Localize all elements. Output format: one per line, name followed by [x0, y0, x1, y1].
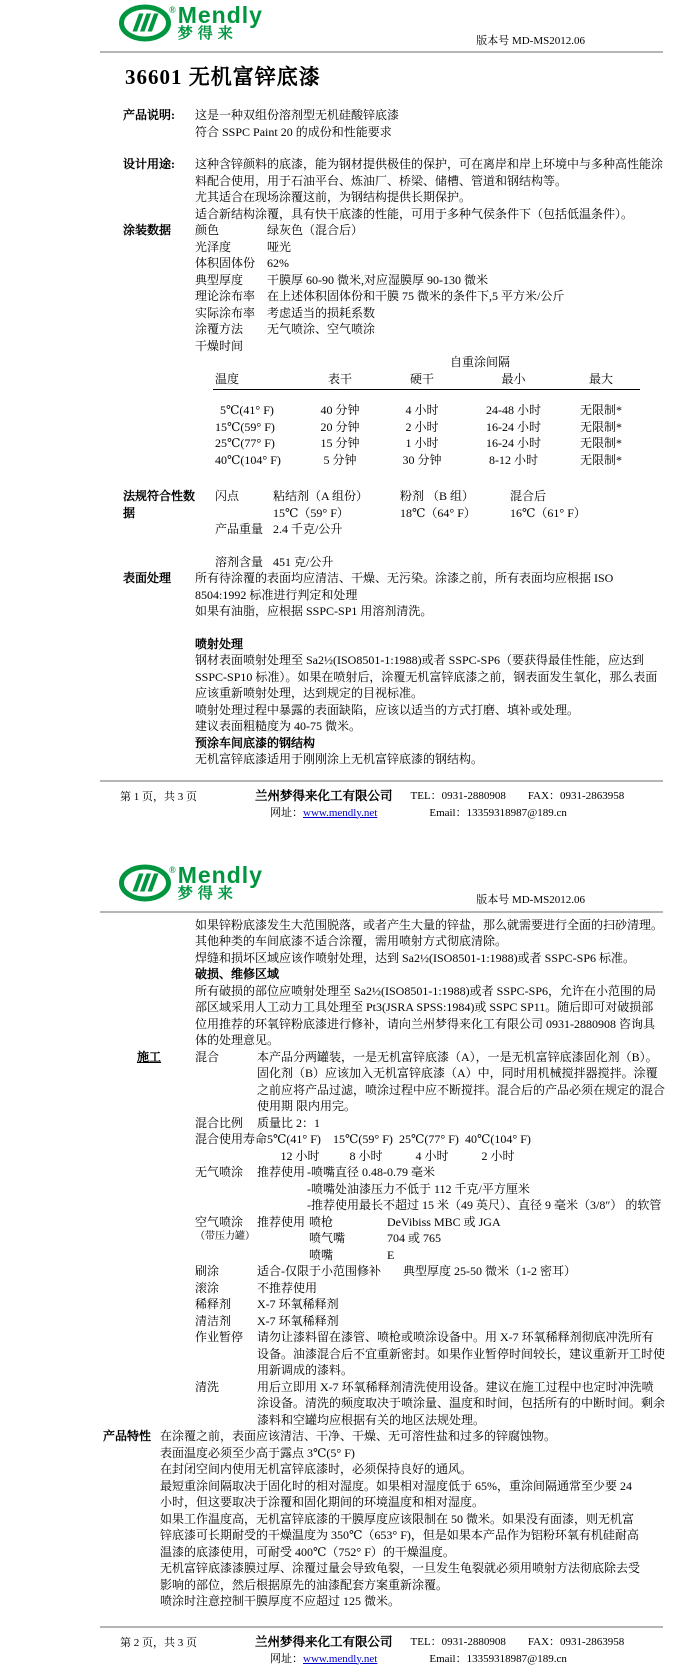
- website-link[interactable]: www.mendly.net: [303, 1652, 378, 1665]
- design-use-label: 设计用途:: [123, 157, 175, 171]
- product-desc-line2: 符合 SSPC Paint 20 的成份和性能要求: [195, 124, 392, 139]
- mixing-row: 混合 本产品分两罐装，一是无机富锌底漆（A），一是无机富锌底漆固化剂（B）。固化剂（B）应该加入无机富锌底漆（A）中，同时用机械搅拌器搅拌。涂覆之前应将产品过滤，喷涂过程中应不断搅拌。混合后的产品必须在规定的混合使用期 限内用完。: [195, 1049, 666, 1113]
- intro-para: 焊缝和损坏区域应该作喷射处理，达到 Sa2½(ISO8501-1:1988)或者 SSPC-SP6 标准。: [195, 950, 636, 965]
- page2-header: [0, 860, 687, 911]
- email-address: Email：13359318987@189.cn: [429, 1652, 567, 1665]
- feature-para: 如果工作温度高，无机富锌底漆的干膜厚度应该限制在 50 微米。如果没有面漆，则无机富锌底漆可长期耐受的干燥温度为 350℃（653° F)，但是如果本产品作为铝粉环氧有机硅耐高温漆的底漆使用，可耐受 400℃（752° F）的干燥温度。: [160, 1511, 639, 1559]
- page-title: 36601 无机富锌底漆: [125, 65, 321, 89]
- blast-para: 钢材表面喷射处理至 Sa2½(ISO8501-1:1988)或者 SSPC-SP6（要获得最佳性能，应达到 SSPC-SP10 标准）。如果在喷射后，涂覆无机富锌底漆之前，钢表面发生氧化，那么表面应该重新喷射处理，达到规定的目视标准。: [195, 653, 658, 700]
- version-label: 版本号 MD-MS2012.06: [476, 34, 585, 47]
- surface-prep-para: 所有待涂覆的表面均应清洁、干燥、无污染。涂漆之前，所有表面均应根据 ISO 8504:1992 标准进行判定和处理: [195, 571, 614, 602]
- email-address: Email：13359318987@189.cn: [429, 806, 567, 819]
- feature-para: 在涂覆之前，表面应该清洁、干净、干燥、无可溶性盐和过多的锌腐蚀物。: [160, 1429, 557, 1443]
- nozzle-row: 喷嘴 E: [309, 1247, 395, 1262]
- shop-primer-para: 无机富锌底漆适用于刚刚涂上无机富锌底漆的钢结构。: [195, 752, 484, 766]
- air-spray-label: 空气喷涂: [195, 1214, 244, 1229]
- coating-row: 颜色 绿灰色（混合后）: [195, 223, 364, 237]
- airless-spray-row: 无气喷涂 推荐使用 -喷嘴直径 0.48-0.79 毫米 -喷嘴处油漆压力不低于 112 千克/平方厘米 -推荐使用最长不超过 15 米（49 英尺）、直径 9 毫米（3/8″） 的软管: [195, 1165, 662, 1212]
- roller-row: 滚涂 不推荐使用: [195, 1280, 318, 1295]
- tel-number: TEL：0931-2880908: [410, 789, 506, 802]
- website-link[interactable]: www.mendly.net: [303, 806, 378, 819]
- pot-life-row: 混合使用寿命 5℃(41° F) 15℃(59° F) 25℃(77° F) 40℃(104° F) 12 小时 8 小时 4 小时 2 小时: [195, 1131, 665, 1164]
- cleaning-row: 清洗 用后立即用 X-7 环氧稀释剂清洗使用设备。建议在施工过程中也定时冲洗喷涂设备。清洗的频度取决于喷涂量、温度和时间，包括所有的中断时间。剩余漆料和空罐均应根据有关的地区法规处理。: [195, 1379, 666, 1427]
- coating-row: 干燥时间: [195, 338, 244, 353]
- brush-row: 刷涂 适合-仅限于小范围修补 典型厚度 25-50 微米（1-2 密耳）: [195, 1264, 576, 1278]
- surface-prep-para: 如果有油脂，应根据 SSPC-SP1 用溶剂清洗。: [195, 604, 433, 618]
- damage-repair-heading: 破损、维修区域: [195, 967, 280, 981]
- page-number: 第 2 页，共 3 页: [120, 1636, 197, 1649]
- brand-name-cn: 梦得来: [177, 26, 238, 42]
- work-pause-row: 作业暂停 请勿让漆料留在漆管、喷枪或喷涂设备中。用 X-7 环氧稀释剂彻底冲洗所有设备。油漆混合后不宜重新密封。如果作业暂停时间较长，建议重新开工时使用新调成的漆料。: [195, 1330, 666, 1377]
- product-desc-line1: 这是一种双组份溶剂型无机硅酸锌底漆: [195, 108, 400, 122]
- design-use-para: 尤其适合在现场涂覆这前，为钢结构提供长期保护。: [195, 190, 472, 204]
- airless-item: -喷嘴处油漆压力不低于 112 千克/平方厘米: [307, 1181, 530, 1196]
- company-name: 兰州梦得来化工有限公司: [255, 1634, 393, 1649]
- flash-point-label: 闪点: [215, 489, 240, 503]
- overcoat-interval-header: 自重涂间隔: [450, 355, 511, 369]
- mendly-logo-icon: [119, 864, 173, 902]
- product-weight-row: 产品重量 2.4 千克/公升: [215, 522, 343, 536]
- recommend-label: 推荐使用: [257, 1214, 306, 1229]
- drying-table-row: 15℃(59° F) 20 分钟 2 小时 16-24 小时 无限制*: [215, 419, 622, 434]
- brand-wordmark: [177, 861, 263, 902]
- coating-row: 体积固体份 62%: [195, 256, 289, 270]
- coating-row: 实际涂布率 考虑适当的损耗系数: [195, 305, 376, 320]
- drying-table-row: 25℃(77° F) 15 分钟 1 小时 16-24 小时 无限制*: [215, 436, 622, 450]
- fax-number: FAX：0931-2863958: [527, 789, 625, 802]
- surface-prep-label: 表面处理: [123, 571, 172, 585]
- air-nozzle-row: 喷气嘴 704 或 765: [309, 1231, 442, 1245]
- page-1: [0, 0, 687, 822]
- coating-row: 理论涂布率 在上述体积固体份和干膜 75 微米的条件下,5 平方米/公斤: [195, 289, 565, 303]
- flash-point-header-row: 闪点 粘结剂（A 组份） 粉剂 （B 组） 混合后: [215, 489, 547, 503]
- registered-mark: ®: [169, 864, 176, 875]
- footer-rule: [100, 1626, 663, 1628]
- feature-para: 最短重涂间隔取决于固化时的相对湿度。如果相对湿度低于 65%，重涂间隔通常至少要 24 小时，但这要取决于涂覆和固化期间的环境温度和相对湿度。: [160, 1478, 632, 1509]
- section-regulatory: [0, 488, 665, 570]
- thinner-row: 稀释剂 X-7 环氧稀释剂: [195, 1297, 339, 1311]
- airless-item: -喷嘴直径 0.48-0.79 毫米: [307, 1165, 435, 1179]
- blast-para: 建议表面粗糙度为 40-75 微米。: [195, 719, 361, 733]
- features-label: 产品特性: [103, 1429, 152, 1443]
- section-features: [0, 1428, 665, 1610]
- company-name: 兰州梦得来化工有限公司: [255, 788, 393, 803]
- pressure-pot-note: （带压力罐）: [195, 1231, 255, 1242]
- drying-table-row: 5℃(41° F) 40 分钟 4 小时 24-48 小时 无限制*: [220, 403, 622, 417]
- page-number: 第 1 页，共 3 页: [120, 790, 197, 803]
- solvent-content-row: 溶剂含量 451 克/公升: [215, 554, 334, 569]
- shop-primer-heading: 预涂车间底漆的钢结构: [195, 735, 316, 750]
- coating-row: 典型厚度 干膜厚 60-90 微米,对应湿膜厚 90-130 微米: [195, 272, 488, 287]
- feature-para: 在封闭空间内使用无机富锌底漆时，必须保持良好的通风。: [160, 1462, 473, 1476]
- page-2: [0, 860, 687, 1668]
- mendly-logo: [119, 4, 263, 42]
- design-use-para: 这种含锌颜料的底漆，能为钢材提供极佳的保护，可在离岸和岸上环境中与多种高性能涂料配合使用，用于石油平台、炼油厂、桥梁、储槽、管道和钢结构等。: [195, 157, 664, 188]
- construction-label: 施工: [137, 1049, 162, 1064]
- pot-life-temps: 5℃(41° F) 15℃(59° F) 25℃(77° F) 40℃(104° F): [267, 1132, 531, 1146]
- coating-row: 涂覆方法 无气喷涂、空气喷涂: [195, 322, 376, 336]
- brand-name-en: Mendly: [177, 2, 263, 28]
- page2-footer: [120, 1634, 663, 1668]
- section-coating-data: [0, 222, 665, 468]
- footer-rule: [100, 780, 663, 782]
- section-surface-prep: [0, 570, 665, 768]
- mendly-logo-icon: [119, 4, 173, 42]
- feature-para: 无机富锌底漆漆膜过厚、涂覆过量会导致龟裂，一旦发生龟裂就必须用喷射方法彻底除去受影响的部位，然后根据原先的油漆配套方案重新涂覆。: [160, 1561, 641, 1592]
- recommend-label: 推荐使用: [257, 1165, 306, 1179]
- brand-name-en: Mendly: [177, 861, 263, 888]
- pot-life-hours: 12 小时 8 小时 4 小时 2 小时: [280, 1148, 515, 1163]
- intro-para: 如果锌粉底漆发生大范围脱落，或者产生大量的锌盐，那么就需要进行全面的扫砂清理。: [195, 917, 664, 932]
- damage-repair-para: 所有破损的部位应喷射处理至 Sa2½(ISO8501-1:1988)或者 SSPC-SP6，允许在小范围的局部区域采用人工动力工具处理至 Pt3(JSRA SPSS:1984)或 SSPC SP11。随后即可对破损部位用推荐的环氧锌粉底漆进行修补，请向兰州梦得来化工有限公司 0931-2880908 咨询具体的处理意见。: [195, 983, 657, 1047]
- drying-table-row: 40℃(104° F) 5 分钟 30 分钟 8-12 小时 无限制*: [215, 452, 622, 467]
- blast-heading: 喷射处理: [195, 636, 244, 651]
- intro-para: 其他种类的车间底漆不适合涂覆，需用喷射方式彻底清除。: [195, 934, 508, 948]
- fax-number: FAX：0931-2863958: [527, 1635, 625, 1648]
- version-label: 版本号 MD-MS2012.06: [476, 894, 585, 906]
- mix-ratio-row: 混合比例 质量比 2：1: [195, 1115, 321, 1130]
- regulatory-label: 法规符合性数据: [123, 489, 196, 520]
- spray-gun-row: 喷枪 DeVibiss MBC 或 JGA: [309, 1214, 501, 1229]
- website-label: 网址：: [270, 1652, 303, 1665]
- air-spray-row: [195, 1214, 665, 1264]
- website-label: 网址：: [270, 806, 303, 819]
- page1-header: [0, 0, 687, 51]
- feature-para: 表面温度必须至少高于露点 3℃(5° F): [160, 1445, 355, 1460]
- drying-time-table: [213, 354, 640, 468]
- coating-row: 光泽度 哑光: [195, 239, 292, 254]
- design-use-para: 适合新结构涂覆，具有快干底漆的性能，可用于多种气侯条件下（包括低温条件）。: [195, 206, 634, 221]
- section-construction: [0, 1049, 665, 1429]
- brand-wordmark: [178, 4, 263, 42]
- cleaner-row: 清洁剂 X-7 环氧稀释剂: [195, 1313, 339, 1328]
- section-design-use: [0, 156, 665, 222]
- drying-table-header-row: 温度 表干 硬干 最小 最大: [213, 371, 640, 391]
- feature-para: 喷涂时注意控制干膜厚度不应超过 125 微米。: [160, 1594, 401, 1608]
- tel-number: TEL：0931-2880908: [410, 1635, 506, 1648]
- airless-item: -推荐使用最长不超过 15 米（49 英尺）、直径 9 毫米（3/8″） 的软管: [307, 1198, 662, 1212]
- registered-mark: ®: [169, 5, 176, 15]
- brand-name-cn: 梦得来: [177, 885, 238, 902]
- mendly-logo: [119, 861, 263, 902]
- product-desc-label: 产品说明:: [123, 108, 175, 122]
- page1-footer: [120, 788, 663, 822]
- coating-data-label: 涂装数据: [123, 223, 172, 237]
- blast-para: 喷射处理过程中暴露的表面缺陷，应该以适当的方式打磨、填补或处理。: [195, 702, 580, 717]
- flash-point-value-row: 15℃（59° F） 18℃（64° F） 16℃（61° F）: [273, 505, 586, 520]
- section-product-desc: [0, 107, 665, 140]
- header-rule: [100, 51, 663, 53]
